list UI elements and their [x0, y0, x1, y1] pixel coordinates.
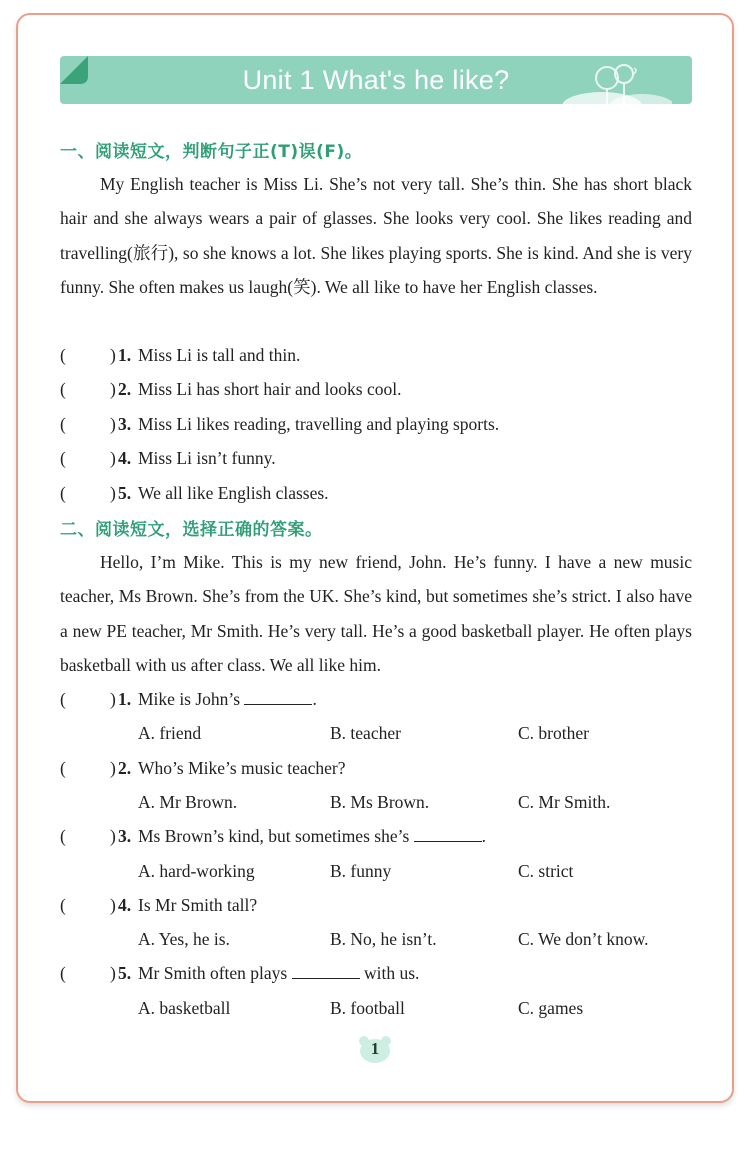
page-number: [358, 1034, 392, 1064]
question-text: Mike is John’s .: [138, 682, 317, 716]
fill-blank: [244, 686, 312, 705]
option-b[interactable]: B. football: [330, 998, 405, 1018]
option-a[interactable]: A. Yes, he is.: [138, 929, 230, 949]
question-number: 2.: [118, 758, 132, 778]
item-text: Miss Li is tall and thin.: [138, 345, 301, 365]
section2-heading: 二、阅读短文，选择正确的答案。: [60, 520, 323, 540]
question-text: Who’s Mike’s music teacher?: [138, 758, 346, 778]
item-number: 4.: [118, 448, 132, 468]
fill-blank: [292, 960, 360, 979]
option-c[interactable]: C. strict: [518, 861, 574, 881]
section2-passage: Hello, I’m Mike. This is my new friend, John. He’s funny. I have a new music teacher, Ms Brown. She’s from the UK. She’s kind, but sometimes she’s strict. I also have a new PE teacher, Mr Smith. He’s very tall. He’s a good basketball player. He often plays basketball with us after class. We all like him.: [60, 552, 692, 676]
item-number: 1.: [118, 345, 132, 365]
answer-paren-open[interactable]: (: [60, 448, 66, 468]
answer-paren-open[interactable]: (: [60, 963, 66, 983]
unit-title: Unit 1 What's he like?: [242, 65, 510, 95]
fill-blank: [414, 823, 482, 842]
item-number: 3.: [118, 414, 132, 434]
question-number: 1.: [118, 689, 132, 709]
item-text: We all like English classes.: [138, 483, 329, 503]
item-text: Miss Li isn’t funny.: [138, 448, 276, 468]
answer-paren-open[interactable]: (: [60, 379, 66, 399]
option-a[interactable]: A. Mr Brown.: [138, 792, 238, 812]
question-text: Mr Smith often plays with us.: [138, 956, 419, 990]
answer-paren-close: ): [110, 414, 116, 434]
corner-fold-icon: [60, 56, 90, 86]
option-b[interactable]: B. No, he isn’t.: [330, 929, 437, 949]
tree-cloud-icon: [562, 64, 672, 104]
answer-paren-open[interactable]: (: [60, 826, 66, 846]
question-number: 3.: [118, 826, 132, 846]
answer-paren-open[interactable]: (: [60, 414, 66, 434]
option-c[interactable]: C. Mr Smith.: [518, 792, 611, 812]
option-a[interactable]: A. friend: [138, 723, 202, 743]
answer-paren-open[interactable]: (: [60, 345, 66, 365]
answer-paren-open[interactable]: (: [60, 758, 66, 778]
option-a[interactable]: A. hard-working: [138, 861, 255, 881]
question-text: Is Mr Smith tall?: [138, 895, 258, 915]
answer-paren-close: ): [110, 895, 116, 915]
answer-paren-close: ): [110, 483, 116, 503]
answer-paren-open[interactable]: (: [60, 895, 66, 915]
item-text: Miss Li likes reading, travelling and playing sports.: [138, 414, 500, 434]
option-c[interactable]: C. We don’t know.: [518, 929, 649, 949]
answer-paren-open[interactable]: (: [60, 689, 66, 709]
answer-paren-close: ): [110, 758, 116, 778]
item-text: Miss Li has short hair and looks cool.: [138, 379, 402, 399]
answer-paren-close: ): [110, 963, 116, 983]
answer-paren-close: ): [110, 826, 116, 846]
section1-heading: 一、阅读短文，判断句子正(T)误(F)。: [60, 142, 363, 162]
option-b[interactable]: B. funny: [330, 861, 392, 881]
section1-passage: My English teacher is Miss Li. She’s not very tall. She’s thin. She has short black hair and she always wears a pair of glasses. She looks very cool. She likes reading and travelling(旅行), so she knows a lot. She likes playing sports. She is kind. And she is very funny. She often makes us laugh(笑). We all like to have her English classes.: [60, 174, 692, 298]
unit-banner: [60, 56, 692, 104]
question-number: 4.: [118, 895, 132, 915]
answer-paren-close: ): [110, 689, 116, 709]
answer-paren-close: ): [110, 379, 116, 399]
item-number: 2.: [118, 379, 132, 399]
option-c[interactable]: C. games: [518, 998, 584, 1018]
answer-paren-open[interactable]: (: [60, 483, 66, 503]
question-number: 5.: [118, 963, 132, 983]
answer-paren-close: ): [110, 345, 116, 365]
answer-paren-close: ): [110, 448, 116, 468]
option-b[interactable]: B. Ms Brown.: [330, 792, 430, 812]
page-number-text: 1: [370, 1039, 380, 1058]
option-b[interactable]: B. teacher: [330, 723, 401, 743]
option-c[interactable]: C. brother: [518, 723, 589, 743]
item-number: 5.: [118, 483, 132, 503]
question-text: Ms Brown’s kind, but sometimes she’s .: [138, 819, 486, 853]
option-a[interactable]: A. basketball: [138, 998, 231, 1018]
